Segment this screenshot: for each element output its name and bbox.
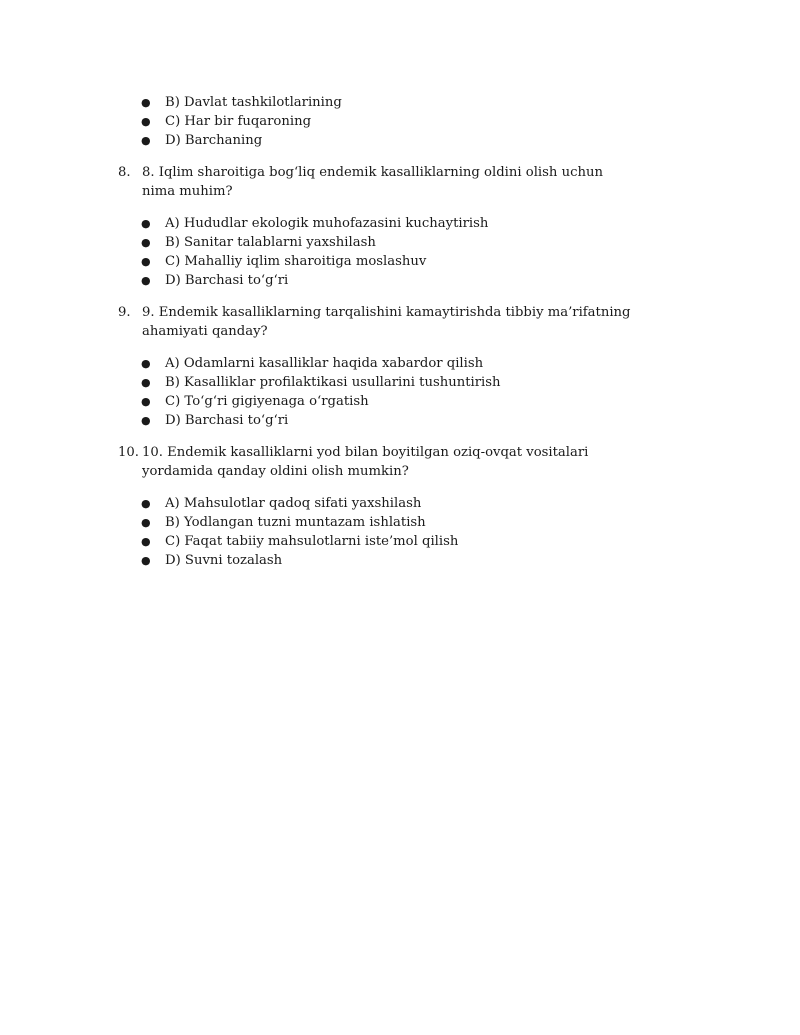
option-item: ● A) Odamlarni kasalliklar haqida xabardor qilish [141,356,484,371]
continued-options-list [0,93,800,150]
option-item: ● B) Kasalliklar profilaktikasi usullarini tushuntirish [141,375,501,390]
bullet-icon: ● [141,255,151,268]
option-item: ● D) Barchaning [141,133,263,148]
bullet-icon: ● [141,516,151,529]
question-9 [0,303,800,341]
bullet-icon: ● [141,217,151,230]
bullet-icon: ● [141,357,151,370]
question-9-options [0,354,800,430]
bullet-icon: ● [141,96,151,109]
question-10-options [0,494,800,570]
bullet-icon: ● [141,376,151,389]
bullet-icon: ● [141,414,151,427]
question-text: 8. Iqlim sharoitiga bog‘liq endemik kasalliklarning oldini olish uchun nima muhim? [142,165,603,199]
question-10 [0,443,800,481]
bullet-icon: ● [141,497,151,510]
option-item: ● B) Sanitar talablarni yaxshilash [141,235,376,250]
question-number: 10. [118,445,139,460]
option-item: ● D) Barchasi to‘g‘ri [141,273,289,288]
option-item: ● A) Hududlar ekologik muhofazasini kuchaytirish [141,216,489,231]
bullet-icon: ● [141,236,151,249]
option-item: ● A) Mahsulotlar qadoq sifati yaxshilash [141,496,422,511]
option-item: ● D) Barchasi to‘g‘ri [141,413,289,428]
bullet-icon: ● [141,274,151,287]
option-item: ● B) Davlat tashkilotlarining [141,95,342,110]
bullet-icon: ● [141,395,151,408]
option-item: ● C) Mahalliy iqlim sharoitiga moslashuv [141,254,427,269]
option-item: ● C) Har bir fuqaroning [141,114,312,129]
question-number: 9. [118,305,131,320]
question-8-options [0,214,800,290]
question-number: 8. [118,165,131,180]
bullet-icon: ● [141,554,151,567]
question-8 [0,163,800,201]
option-item: ● C) Faqat tabiiy mahsulotlarni iste’mol qilish [141,534,459,549]
option-item: ● B) Yodlangan tuzni muntazam ishlatish [141,515,426,530]
bullet-icon: ● [141,535,151,548]
question-text: 9. Endemik kasalliklarning tarqalishini kamaytirishda tibbiy ma’rifatning ahamiyati qanday? [142,305,631,339]
question-text: 10. Endemik kasalliklarni yod bilan boyitilgan oziq-ovqat vositalari yordamida qanday oldini olish mumkin? [142,445,589,479]
option-item: ● D) Suvni tozalash [141,553,283,568]
option-item: ● C) To‘g‘ri gigiyenaga o‘rgatish [141,394,369,409]
bullet-icon: ● [141,134,151,147]
bullet-icon: ● [141,115,151,128]
